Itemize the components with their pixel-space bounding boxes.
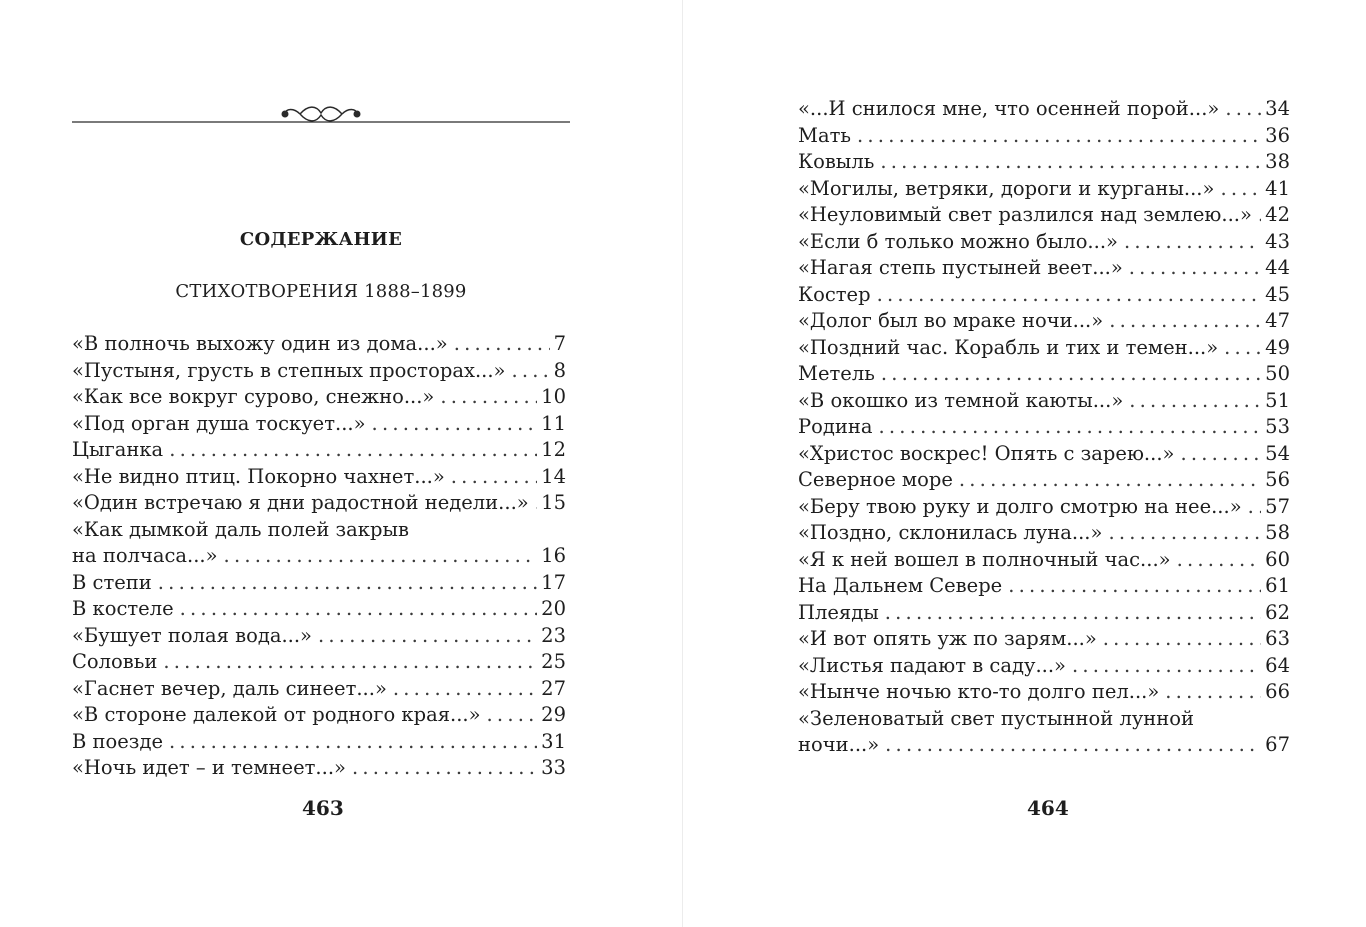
dot-leader [959,467,1261,494]
toc-entry-page: 62 [1265,600,1290,624]
toc-entry-row [798,573,1290,600]
toc-entry-row [798,123,1290,150]
toc-entry-title: «Беру твою руку и долго смотрю на нее...» [798,494,1242,518]
toc-entry-page: 63 [1265,627,1290,650]
toc-entry [798,441,1290,468]
dot-leader [393,676,537,703]
toc-entry-page: 67 [1265,733,1290,756]
toc-entry-page: 60 [1265,547,1290,571]
toc-entry-page: 61 [1265,574,1290,597]
toc-entry-page: 51 [1265,388,1290,412]
toc-entry [798,229,1290,256]
toc-entry [72,623,566,650]
toc-entry-title: Костер [798,282,871,306]
dot-leader [1180,441,1261,468]
toc-entry [72,755,566,782]
toc-entry-row [72,570,566,597]
toc-entry-title: Родина [798,415,873,438]
toc-entry-title: на полчаса...» [72,544,218,567]
toc-entry [798,123,1290,150]
toc-entry [798,706,1290,759]
toc-entry [72,384,566,411]
toc-entry [72,570,566,597]
toc-entry-row [798,520,1290,547]
toc-entry-row [798,361,1290,388]
toc-entry [798,600,1290,627]
dot-leader [885,732,1261,759]
toc-entry-page: 20 [541,597,566,620]
dot-leader [535,490,537,517]
toc-entry-row [798,732,1290,759]
dot-leader [880,149,1261,176]
toc-entry [72,464,566,491]
toc-entry-page: 42 [1265,203,1290,226]
toc-entry-title: «Нынче ночью кто-то долго пел...» [798,680,1160,703]
toc-entry-row [798,176,1290,203]
toc-entry [72,490,566,517]
toc-entry-title: «Один встречаю я дни радостной недели...» [72,491,529,514]
toc-entry-title: В степи [72,570,152,594]
dot-leader [1072,653,1261,680]
section-title: СТИХОТВОРЕНИЯ 1888–1899 [175,281,467,302]
toc-entry-title: «Долог был во мраке ночи...» [798,309,1104,332]
toc-entry-row [798,441,1290,468]
toc-entry-row [72,331,566,358]
toc-entry-page: 38 [1265,150,1290,173]
toc-entry [798,149,1290,176]
toc-entry-page: 50 [1265,362,1290,385]
dot-leader [451,464,537,491]
toc-entry-page: 57 [1265,494,1290,518]
dot-leader [180,596,538,623]
dot-leader [885,600,1261,627]
toc-entry-row [798,96,1290,123]
toc-entry-row [798,255,1290,282]
toc-entry-page: 58 [1265,521,1290,544]
dot-leader [857,123,1261,150]
toc-entry-title: Соловьи [72,650,158,673]
toc-entry-page: 15 [541,491,566,514]
toc-entry-page: 11 [541,411,566,435]
toc-entry [798,547,1290,574]
toc-entry-title: Метель [798,362,875,385]
toc-entry-page: 8 [553,358,566,382]
toc-entry-row [72,729,566,756]
toc-entry [798,361,1290,388]
toc-entry-row [798,679,1290,706]
ornament-divider [72,100,570,126]
dot-leader [1103,626,1261,653]
toc-entry [72,331,566,358]
toc-entry [798,679,1290,706]
toc-entry-page: 31 [541,729,566,753]
dot-leader [881,361,1261,388]
toc-entry-title: «Я к ней вошел в полночный час...» [798,547,1171,571]
dot-leader [1248,494,1262,521]
dot-leader [1129,255,1261,282]
toc-entry-row [798,626,1290,653]
toc-entry-title: Мать [798,123,851,147]
toc-entry-row [72,490,566,517]
toc-list-left [72,331,566,782]
toc-entry-row [72,437,566,464]
toc-entry-title: «И вот опять уж по зарям...» [798,627,1097,650]
toc-entry-page: 29 [541,703,566,726]
dot-leader [1177,547,1262,574]
toc-entry-row [798,282,1290,309]
toc-entry [72,358,566,385]
toc-entry [72,437,566,464]
dot-leader [879,414,1262,441]
toc-entry-page: 23 [541,623,566,647]
dot-leader [1224,335,1261,362]
toc-entry [798,308,1290,335]
toc-entry-title: «Поздно, склонилась луна...» [798,521,1103,544]
toc-entry-page: 44 [1265,256,1290,279]
toc-entry-page: 47 [1265,309,1290,332]
toc-entry-page: 66 [1265,680,1290,703]
toc-entry-row [72,623,566,650]
toc-entry-page: 16 [541,544,566,567]
toc-entry [798,282,1290,309]
toc-entry-title: Ковыль [798,150,875,173]
toc-entry-row [798,414,1290,441]
dot-leader [487,702,538,729]
toc-entry-row [72,702,566,729]
toc-list-right [798,96,1290,759]
toc-entry-row [798,202,1290,229]
dot-leader [1109,308,1261,335]
toc-entry [798,653,1290,680]
toc-entry-page: 25 [541,650,566,673]
toc-entry-title-line: «Зеленоватый свет пустынной лунной [798,706,1195,730]
toc-entry-row [72,464,566,491]
toc-entry-row [798,600,1290,627]
toc-entry-row [72,384,566,411]
dot-leader [158,570,537,597]
toc-entry-page: 56 [1265,468,1290,491]
toc-entry-title: «Бушует полая вода...» [72,623,312,647]
toc-entry-row [798,467,1290,494]
toc-entry-title: «Под орган душа тоскует...» [72,411,366,435]
dot-leader [352,755,537,782]
dot-leader [1225,96,1261,123]
toc-entry-title: «Ночь идет – и темнеет...» [72,756,346,779]
toc-entry-title: «Как все вокруг сурово, снежно...» [72,385,435,408]
toc-entry-row [72,649,566,676]
toc-entry-title: «Если б только можно было...» [798,229,1118,253]
toc-entry-row [798,494,1290,521]
toc-entry [798,467,1290,494]
toc-entry-title: Цыганка [72,438,164,461]
toc-entry [72,702,566,729]
toc-entry-title-line: «Как дымкой даль полей закрыв [72,517,409,541]
toc-entry-row [72,676,566,703]
toc-entry-title: В костеле [72,597,174,620]
dot-leader [877,282,1262,309]
toc-entry [798,626,1290,653]
toc-entry [798,414,1290,441]
toc-entry-page: 41 [1265,176,1290,200]
toc-entry-page: 10 [541,385,566,408]
toc-entry-page: 64 [1265,653,1290,677]
toc-entry [798,202,1290,229]
toc-entry-page: 43 [1265,229,1290,253]
toc-entry-row [72,755,566,782]
dot-leader [1165,679,1261,706]
toc-entry-title: Плеяды [798,600,879,624]
toc-entry-page: 36 [1265,123,1290,147]
toc-entry-title: «Гаснет вечер, даль синеет...» [72,676,387,700]
toc-entry-title: «В окошко из темной каюты...» [798,388,1124,412]
page-number-left: 463 [302,796,344,820]
toc-entry [72,649,566,676]
toc-entry-page: 7 [553,332,566,355]
toc-entry-page: 27 [541,676,566,700]
toc-entry [798,573,1290,600]
toc-entry [72,517,566,570]
dot-leader [224,543,538,570]
dot-leader [454,331,550,358]
dot-leader [1008,573,1261,600]
toc-entry-title: «Христос воскрес! Опять с зарею...» [798,441,1175,465]
dot-leader [1108,520,1261,547]
dot-leader [169,729,537,756]
toc-entry [72,676,566,703]
toc-entry [798,255,1290,282]
toc-entry-row [72,543,566,570]
toc-entry-row [798,335,1290,362]
toc-entry-title: «В полночь выхожу один из дома...» [72,332,448,355]
toc-entry-title: ночи...» [798,733,880,756]
toc-entry-row [72,411,566,438]
dot-leader [372,411,538,438]
dot-leader [440,384,537,411]
toc-entry [798,335,1290,362]
dot-leader [1129,388,1261,415]
page-number-right: 464 [1027,796,1069,820]
toc-entry-row [798,149,1290,176]
toc-entry-page: 12 [541,438,566,461]
toc-entry [72,729,566,756]
toc-entry-title: В поезде [72,729,163,753]
dot-leader [318,623,537,650]
toc-entry-title: Северное море [798,468,953,491]
toc-entry [798,176,1290,203]
toc-entry-title: «Поздний час. Корабль и тих и темен...» [798,335,1219,359]
toc-entry-title: На Дальнем Севере [798,574,1003,597]
toc-entry-page: 14 [541,464,566,488]
toc-entry-title: «...И снилося мне, что осенней порой...» [798,97,1220,120]
toc-entry [798,494,1290,521]
toc-entry-page: 33 [541,756,566,779]
toc-entry [72,596,566,623]
toc-entry-row [798,229,1290,256]
toc-entry-title: «Неуловимый свет разлился над землею...» [798,203,1252,226]
toc-entry-title: «В стороне далекой от родного края...» [72,703,481,726]
right-page [684,0,1366,927]
toc-entry [798,96,1290,123]
toc-entry [72,411,566,438]
toc-entry-row [798,308,1290,335]
toc-entry [798,388,1290,415]
dot-leader [1124,229,1261,256]
toc-entry-title: «Могилы, ветряки, дороги и курганы...» [798,176,1215,200]
toc-entry-page: 53 [1265,415,1290,438]
toc-entry-row [798,388,1290,415]
dot-leader [169,437,537,464]
dot-leader [1220,176,1261,203]
toc-entry-row [72,596,566,623]
toc-entry-page: 17 [541,570,566,594]
toc-entry-page: 54 [1265,441,1290,465]
toc-entry-page: 34 [1265,97,1290,120]
dot-leader [163,649,537,676]
toc-entry-page: 49 [1265,335,1290,359]
toc-entry-row [72,358,566,385]
toc-entry-title: «Листья падают в саду...» [798,653,1066,677]
toc-heading: СОДЕРЖАНИЕ [239,229,403,250]
dot-leader [1258,202,1261,229]
toc-entry-title: «Не видно птиц. Покорно чахнет...» [72,464,445,488]
toc-entry [798,520,1290,547]
toc-entry-row [798,547,1290,574]
toc-entry-title: «Нагая степь пустыней веет...» [798,256,1123,279]
dot-leader [511,358,549,385]
toc-entry-row [798,653,1290,680]
toc-entry-page: 45 [1265,282,1290,306]
toc-entry-title: «Пустыня, грусть в степных просторах...» [72,358,506,382]
